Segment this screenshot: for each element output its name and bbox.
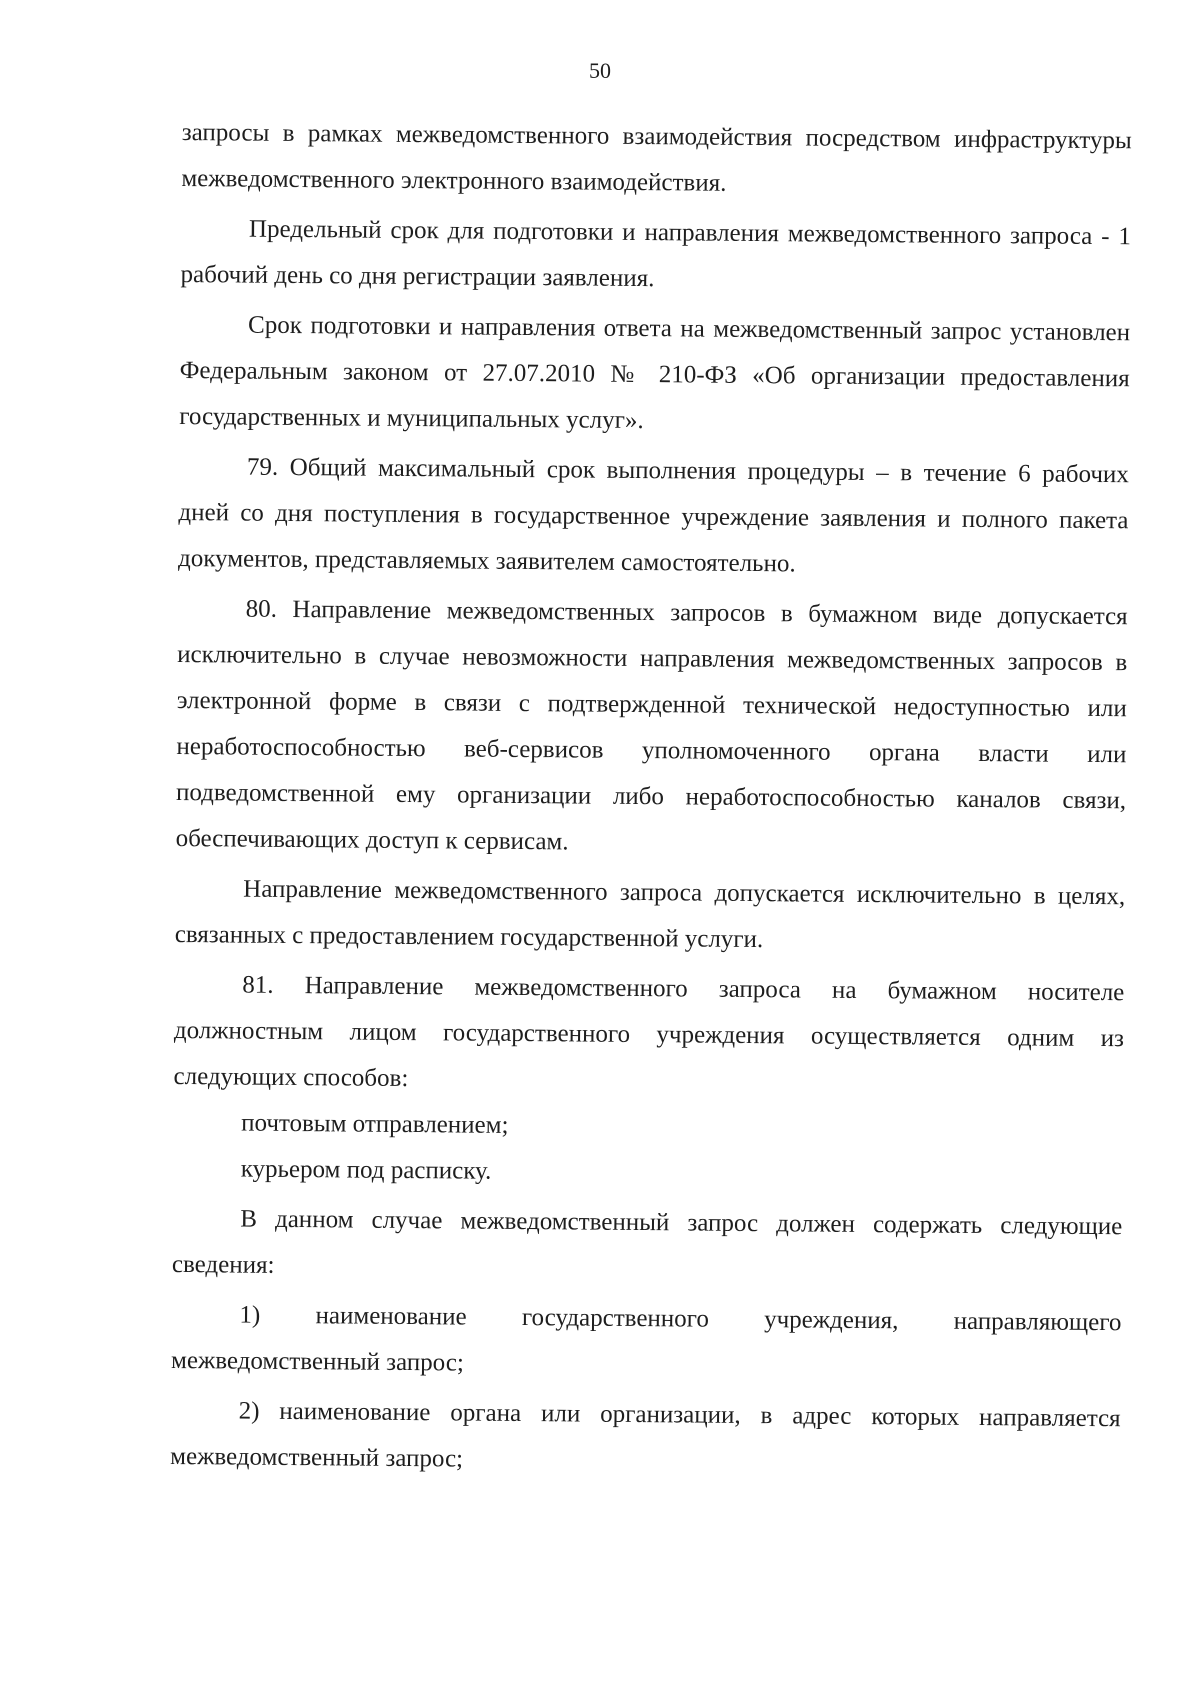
page-number: 50	[589, 58, 611, 83]
list-item-2: 2) наименование органа или организации, в адрес которых направляется межведомственный запрос;	[170, 1397, 1121, 1473]
paragraph-request-deadline: Предельный срок для подготовки и направления межведомственного запроса - 1 рабочий день со дня регистрации заявления.	[180, 215, 1132, 293]
paragraph-continuation: запросы в рамках межведомственного взаимодействия посредством инфраструктуры межведомственного электронного взаимодействия.	[181, 118, 1132, 197]
list-item-mail: почтовым отправлением;	[241, 1109, 509, 1139]
paragraph-response-deadline: Срок подготовки и направления ответа на межведомственный запрос установлен Федеральным законом от 27.07.2010 № 210-ФЗ «Об организации предоставления государственных и муниципальных услуг».	[179, 311, 1131, 435]
list-item-courier: курьером под расписку.	[240, 1155, 492, 1185]
paragraph-purpose: Направление межведомственного запроса допускается исключительно в целях, связанных с предоставлением государственной услуги.	[174, 875, 1126, 954]
paragraph-item-79: 79. Общий максимальный срок выполнения процедуры – в течение 6 рабочих дней со дня поступления в государственное учреждение заявления и полного пакета документов, представляемых заявителем самостоятельно.	[177, 453, 1129, 578]
document-body	[170, 110, 1132, 1488]
list-item-1: 1) наименование государственного учреждения, направляющего межведомственный запрос;	[170, 1301, 1122, 1377]
paragraph-required-info: В данном случае межведомственный запрос должен содержать следующие сведения:	[171, 1205, 1123, 1279]
paragraph-item-80: 80. Направление межведомственных запросов в бумажном виде допускается исключительно в случае невозможности направления межведомственных запросов в электронной форме в связи с подтвержденной технической недоступностью или неработоспособностью веб-сервисов уполномоченного органа власти или подведомственной ему организации либо неработоспособностью каналов связи, обеспечивающих доступ к сервисам.	[175, 595, 1128, 856]
paragraph-item-81: 81. Направление межведомственного запроса на бумажном носителе должностным лицом государственного учреждения осуществляется одним из следующих способов:	[173, 971, 1125, 1093]
